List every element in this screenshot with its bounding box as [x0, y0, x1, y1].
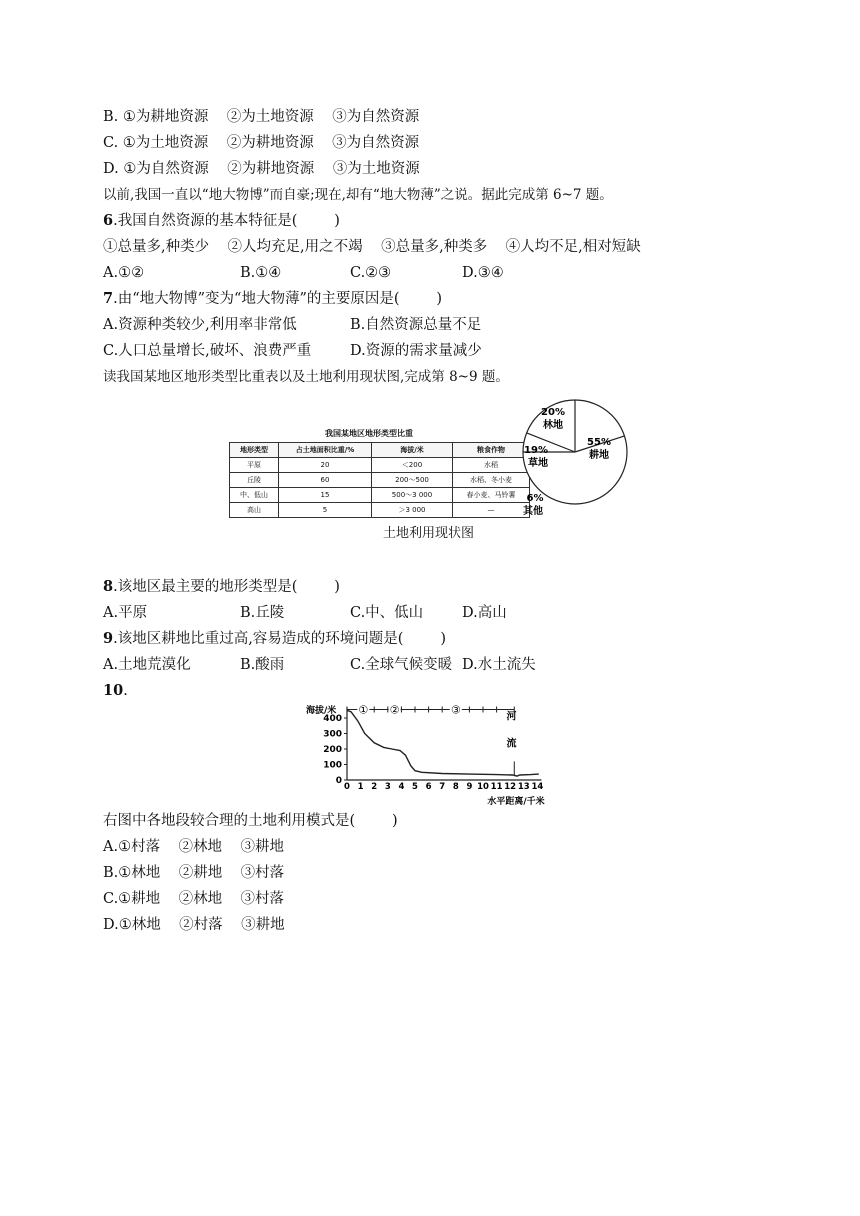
terrain-th-alt: 海拔/米 [372, 443, 453, 458]
profile-xtick-label: 12 [504, 782, 517, 792]
table-row [230, 473, 530, 488]
table-cell: 20 [279, 458, 372, 473]
profile-xtick-label: 4 [398, 782, 405, 792]
q8-option-a: A.平原 [103, 605, 148, 621]
profile-ytick-label: 400 [323, 714, 342, 724]
pie-label-other-pct: 6% [526, 493, 544, 504]
table-row [230, 458, 530, 473]
intro-8-9: 读我国某地区地形类型比重表以及土地利用现状图,完成第 8~9 题。 [103, 369, 509, 385]
pie-label-grass: 草地 [528, 458, 548, 469]
q7-option-b: B.自然资源总量不足 [350, 317, 482, 333]
land-use-pie [515, 390, 635, 520]
profile-xtick-label: 5 [412, 782, 418, 792]
table-cell: 15 [279, 488, 372, 503]
q7-option-d: D.资源的需求量减少 [350, 343, 482, 359]
terrain-table-wrap [229, 442, 530, 518]
terrain-th-area: 占土地面积比重/% [279, 443, 372, 458]
profile-xtick-label: 13 [517, 782, 530, 792]
profile-xtick-label: 1 [357, 782, 364, 792]
q9-option-c: C.全球气候变暖 [350, 657, 453, 673]
river-label-char-2: 流 [506, 738, 517, 750]
q5-option-d: D. ①为自然资源 ②为耕地资源 ③为土地资源 [103, 161, 420, 177]
pie-label-forest-pct: 20% [541, 407, 565, 418]
table-cell: 水稻 [453, 458, 530, 473]
profile-xtick-label: 14 [531, 782, 544, 792]
q10-stem: 右图中各地段较合理的土地利用模式是( ) [103, 813, 398, 829]
profile-xtick-label: 10 [477, 782, 489, 792]
q8-option-d: D.高山 [462, 605, 507, 621]
table-cell: 5 [279, 503, 372, 518]
profile-xtick-label: 11 [490, 782, 503, 792]
pie-label-cropland: 耕地 [589, 450, 609, 461]
table-cell: 水稻、冬小麦 [453, 473, 530, 488]
river-label-char-1: 河 [506, 711, 517, 723]
segment-label: ③ [450, 703, 461, 717]
q7-stem: 7.由“地大物博”变为“地大物薄”的主要原因是( ) [103, 290, 443, 307]
pie-label-cropland-pct: 55% [587, 437, 611, 448]
table-cell: 60 [279, 473, 372, 488]
profile-xtick-label: 6 [425, 782, 432, 792]
q9-option-a: A.土地荒漠化 [103, 657, 191, 673]
q5-option-c: C. ①为土地资源 ②为耕地资源 ③为自然资源 [103, 135, 420, 151]
profile-ytick-label: 0 [335, 776, 342, 786]
table-cell: 500～3 000 [372, 488, 453, 503]
table-row [230, 503, 530, 518]
segment-label: ② [389, 703, 400, 717]
terrain-table-title: 我国某地区地形类型比重 [325, 429, 413, 438]
q9-option-d: D.水土流失 [462, 657, 536, 673]
profile-xtick-label: 2 [371, 782, 378, 792]
profile-ytick-label: 200 [323, 745, 342, 755]
terrain-th-type: 地形类型 [230, 443, 279, 458]
q10-option-d: D.①林地 ②村落 ③耕地 [103, 917, 285, 933]
q6-option-d: D.③④ [462, 265, 504, 281]
profile-xtick-label: 8 [452, 782, 459, 792]
q6-option-c: C.②③ [350, 265, 392, 281]
q7-option-a: A.资源种类较少,利用率非常低 [103, 317, 297, 333]
pie-label-grass-pct: 19% [524, 445, 548, 456]
q10-option-c: C.①耕地 ②林地 ③村落 [103, 891, 285, 907]
land-use-caption: 土地利用现状图 [383, 526, 475, 541]
table-cell: ＜200 [372, 458, 453, 473]
profile-xlabel: 水平距离/千米 [487, 797, 545, 807]
table-row [230, 488, 530, 503]
table-cell: 平原 [230, 458, 279, 473]
q9-option-b: B.酸雨 [240, 657, 285, 673]
profile-xtick-label: 7 [439, 782, 446, 792]
q6-option-a: A.①② [103, 265, 145, 281]
profile-xtick-label: 3 [384, 782, 391, 792]
q6-stem: 6.我国自然资源的基本特征是( ) [103, 212, 340, 229]
q10-option-a: A.①村落 ②林地 ③耕地 [103, 839, 284, 855]
elevation-profile-chart [300, 700, 562, 808]
q7-option-c: C.人口总量增长,破坏、浪费严重 [103, 343, 312, 359]
profile-ytick-label: 300 [323, 729, 342, 740]
profile-xtick-label: 9 [466, 782, 473, 792]
table-cell: 中、低山 [230, 488, 279, 503]
pie-label-other: 其他 [523, 506, 543, 517]
terrain-th-crop: 粮食作物 [453, 443, 530, 458]
profile-xtick-label: 0 [344, 782, 350, 792]
q6-statements: ①总量多,种类少 ②人均充足,用之不竭 ③总量多,种类多 ④人均不足,相对短缺 [103, 239, 641, 255]
q8-stem: 8.该地区最主要的地形类型是( ) [103, 578, 340, 595]
table-cell: — [453, 503, 530, 518]
table-cell: 春小麦、马铃薯 [453, 488, 530, 503]
q10-number: 10. [103, 682, 128, 699]
q10-option-b: B.①林地 ②耕地 ③村落 [103, 865, 285, 881]
q6-option-b: B.①④ [240, 265, 282, 281]
q8-option-b: B.丘陵 [240, 605, 285, 621]
table-cell: ＞3 000 [372, 503, 453, 518]
segment-label: ① [358, 703, 369, 717]
profile-ytick-label: 100 [323, 760, 342, 771]
q8-option-c: C.中、低山 [350, 605, 424, 621]
terrain-table [229, 442, 530, 518]
pie-label-forest: 林地 [543, 420, 563, 431]
table-cell: 高山 [230, 503, 279, 518]
table-cell: 丘陵 [230, 473, 279, 488]
intro-6-7: 以前,我国一直以“地大物博”而自豪;现在,却有“地大物薄”之说。据此完成第 6~7 题。 [103, 187, 613, 203]
table-cell: 200～500 [372, 473, 453, 488]
profile-ylabel: 海拔/米 [306, 706, 337, 716]
q5-option-b: B. ①为耕地资源 ②为土地资源 ③为自然资源 [103, 109, 420, 125]
q9-stem: 9.该地区耕地比重过高,容易造成的环境问题是( ) [103, 630, 446, 647]
